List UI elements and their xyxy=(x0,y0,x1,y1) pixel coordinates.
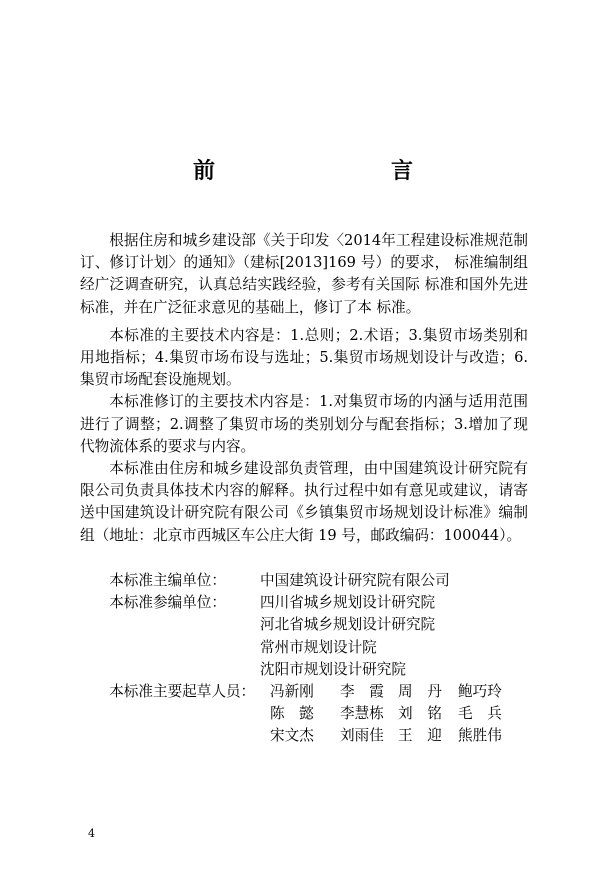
participating-unit: 常州市规划设计院 xyxy=(260,638,377,656)
drafter-name: 王 迎 xyxy=(398,727,442,745)
drafter-name: 陈 懿 xyxy=(270,705,314,723)
drafter-name: 周 丹 xyxy=(398,683,442,701)
participating-units-row xyxy=(80,592,528,681)
participating-unit: 河北省城乡规划设计研究院 xyxy=(260,616,436,634)
participating-units-label: 本标准参编单位： xyxy=(109,594,226,612)
drafter-name: 刘 铭 xyxy=(398,705,442,723)
paragraph-management: 本标准由住房和城乡建设部负责管理，由中国建筑设计研究院有限公司负责具体技术内容的解释。执行过程中如有意见或建议，请寄送中国建筑设计研究院有限公司《乡镇集贸市场规划设计标准》编制组（地址：北京市西城区车公庄大街 19 号，邮政编码：100044）。 xyxy=(80,460,528,544)
paragraph-background: 根据住房和城乡建设部《关于印发〈2014年工程建设标准规范制订、修订计划〉的通知》（建标[2013]169 号）的要求， 标准编制组经广泛调查研究，认真总结实践经验，参考有关国际 标准和国外先进标准，并在广泛征求意见的基础上，修订了本 标准。 xyxy=(80,232,528,316)
page-title: 前 言 xyxy=(192,159,457,184)
chief-editor-value: 中国建筑设计研究院有限公司 xyxy=(260,572,450,589)
preface-body xyxy=(80,230,528,547)
page-number: 4 xyxy=(88,827,95,840)
participating-unit: 四川省城乡规划设计研究院 xyxy=(260,594,436,612)
drafter-name: 毛 兵 xyxy=(458,705,502,723)
chief-editor-row xyxy=(80,570,528,592)
drafter-name: 鲍巧玲 xyxy=(458,683,502,701)
drafter-name: 刘雨佳 xyxy=(340,727,384,745)
paragraph-main-contents: 本标准的主要技术内容是：1.总则；2.术语；3.集贸市场类别和用地指标；4.集贸市场布设与选址；5.集贸市场规划设计与改造；6.集贸市场配套设施规划。 xyxy=(80,326,528,389)
chief-editor-label: 本标准主编单位： xyxy=(109,572,226,589)
drafter-name: 李 霞 xyxy=(340,683,384,701)
drafter-name: 冯新刚 xyxy=(270,683,314,701)
drafter-name: 宋文杰 xyxy=(270,727,314,745)
credits-section xyxy=(80,570,528,748)
paragraph-revision-contents: 本标准修订的主要技术内容是：1.对集贸市场的内涵与适用范围进行了调整；2.调整了集贸市场的类别划分与配套指标；3.增加了现代物流体系的要求与内容。 xyxy=(80,393,528,455)
drafter-name: 熊胜伟 xyxy=(458,727,502,745)
drafters-grid xyxy=(270,681,518,748)
drafters-label: 本标准主要起草人员： xyxy=(109,683,256,701)
drafters-row xyxy=(80,681,528,748)
participating-unit: 沈阳市规划设计研究院 xyxy=(260,660,406,678)
drafter-name: 李慧栋 xyxy=(340,705,384,723)
participating-units-list xyxy=(260,592,528,681)
